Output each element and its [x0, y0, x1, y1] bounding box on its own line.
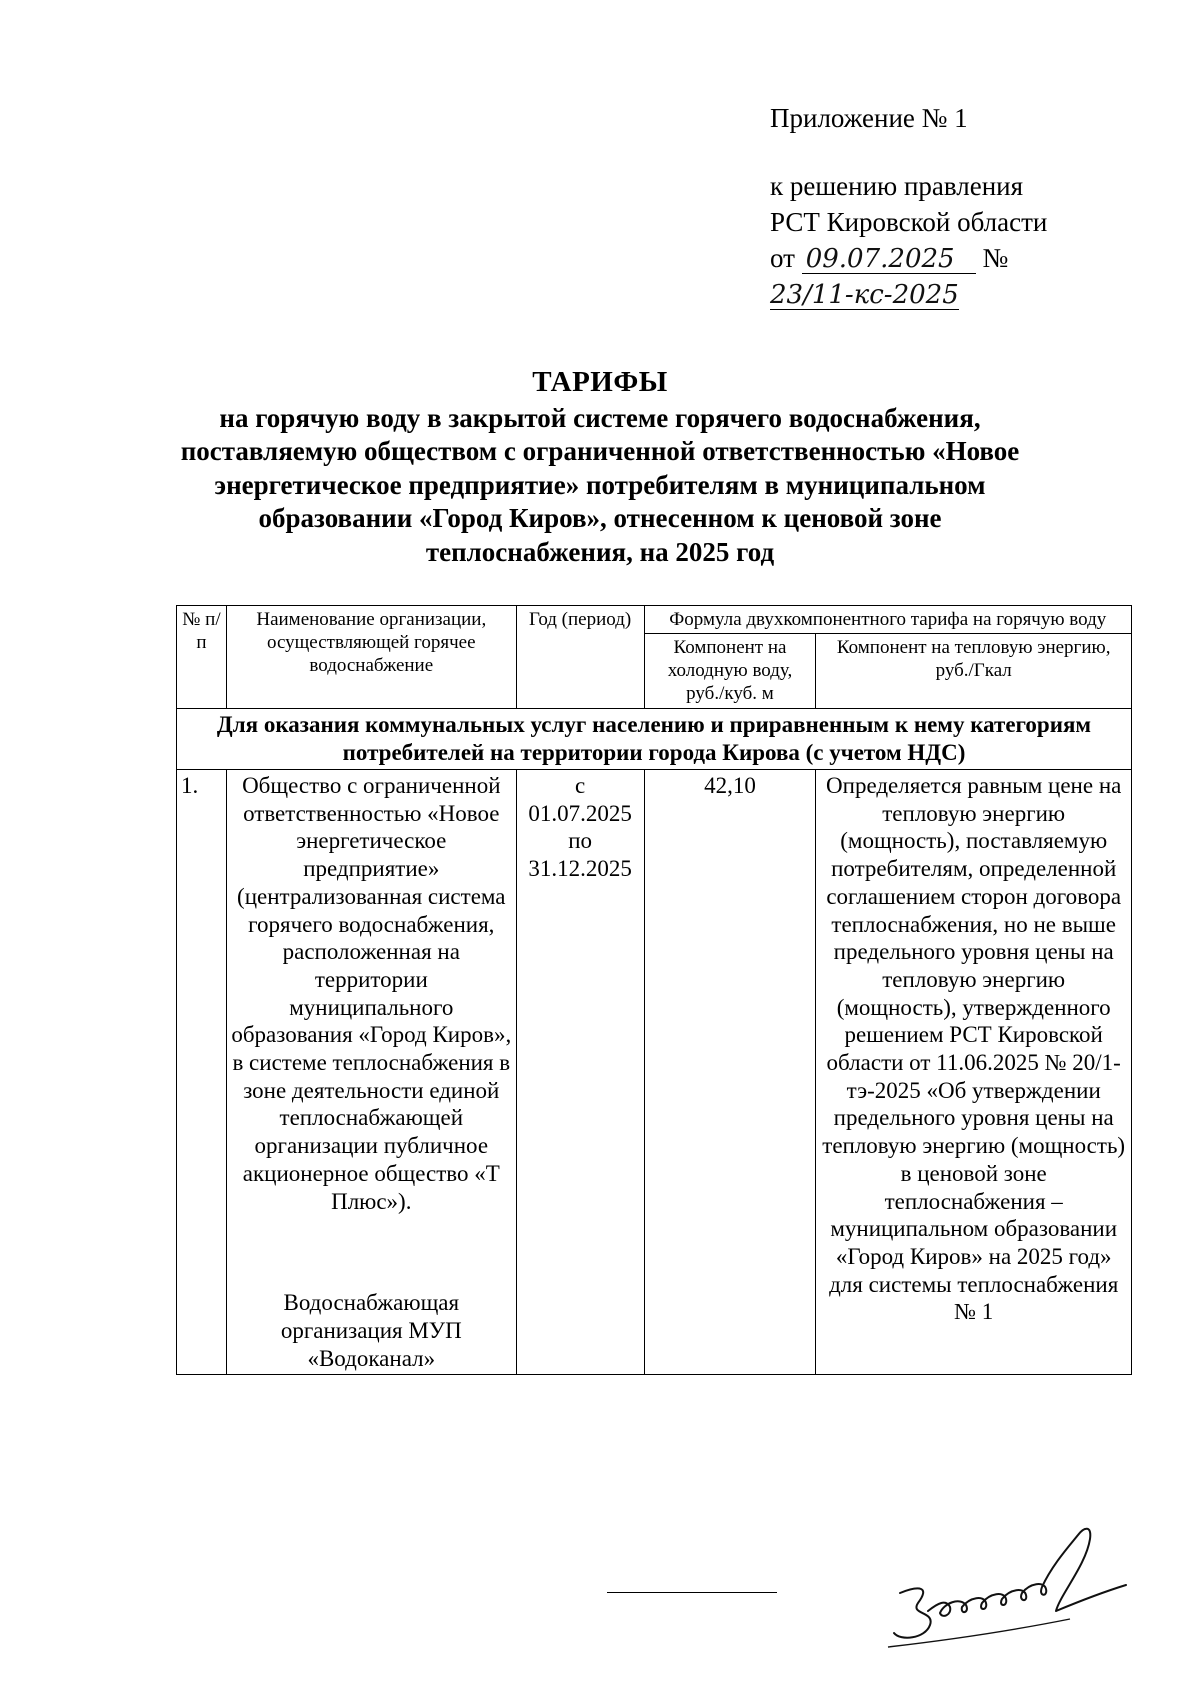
heading-line: энергетическое предприятие» потребителям в муниципальном — [214, 469, 986, 500]
date-prefix: от — [770, 243, 795, 273]
tariff-table — [176, 605, 1132, 1375]
heading-line: образовании «Город Киров», отнесенном к ценовой зоне — [258, 503, 942, 533]
document-heading — [180, 366, 1020, 569]
row-heat-value: Определяется равным цене на тепловую энергию (мощность), поставляемую потребителям, определенной соглашением сторон договора теплоснабжения, но не выше предельного уровня цены на тепловую энергию (мощность), утвержденного решением РСТ Кировской области от 11.06.2025 № 20/1-тэ-2025 «Об утверждении предельного уровня цены на тепловую энергию (мощность) в ценовой зоне теплоснабжения – муниципальном образовании «Город Киров» на 2025 год» для системы теплоснабжения № 1 — [816, 770, 1132, 1375]
heading-line: поставляемую обществом с ограниченной ответственностью «Новое — [180, 436, 1020, 466]
row-cold-value: 42,10 — [644, 770, 816, 1375]
header-org: Наименование организации, осуществляющей горячее водоснабжение — [226, 606, 516, 709]
handwritten-number: 23/11-кс-2025 — [770, 280, 959, 310]
appendix-date-line — [770, 240, 1200, 312]
signature-line — [607, 1592, 777, 1593]
section-title: Для оказания коммунальных услуг населению и приравненным к нему категориям потребителей на территории города Кирова (с учетом НДС) — [177, 709, 1132, 770]
appendix-title: Приложение № 1 — [770, 103, 968, 133]
header-cold-component: Компонент на холодную воду, руб./куб. м — [644, 634, 816, 709]
heading-title: ТАРИФЫ — [532, 366, 668, 398]
handwritten-date: 09.07.2025 — [802, 245, 976, 274]
row-org: Общество с ограниченной ответственностью «Новое энергетическое предприятие» (централизованная система горячего водоснабжения, расположенная на территории муниципального образования «Город Киров», в системе теплоснабжения в зоне деятельности единой теплоснабжающей организации публичное акционерное общество «Т Плюс»). — [231, 773, 512, 1214]
row-org-cell — [226, 770, 516, 1375]
header-formula: Формула двухкомпонентного тарифа на горячую воду — [644, 606, 1131, 634]
appendix-line2: РСТ Кировской области — [770, 207, 1048, 237]
heading-line: теплоснабжения, на 2025 год — [425, 536, 775, 567]
header-period: Год (период) — [516, 606, 644, 709]
row-water-org: Водоснабжающая организация МУП «Водоканал» — [280, 1290, 462, 1371]
heading-line: на горячую воду в закрытой системе горячего водоснабжения, — [219, 402, 981, 433]
appendix-block — [770, 100, 1200, 312]
appendix-line1: к решению правления — [770, 171, 1024, 201]
table-header-row — [177, 606, 1132, 634]
row-num: 1. — [177, 770, 227, 1375]
handwritten-signature — [880, 1515, 1140, 1665]
table-row — [177, 770, 1132, 1375]
section-row — [177, 709, 1132, 770]
header-heat-component: Компонент на тепловую энергию, руб./Гкал — [816, 634, 1132, 709]
header-num: № п/п — [177, 606, 227, 709]
number-prefix: № — [982, 243, 1009, 273]
row-period: с 01.07.2025 по 31.12.2025 — [516, 770, 644, 1375]
